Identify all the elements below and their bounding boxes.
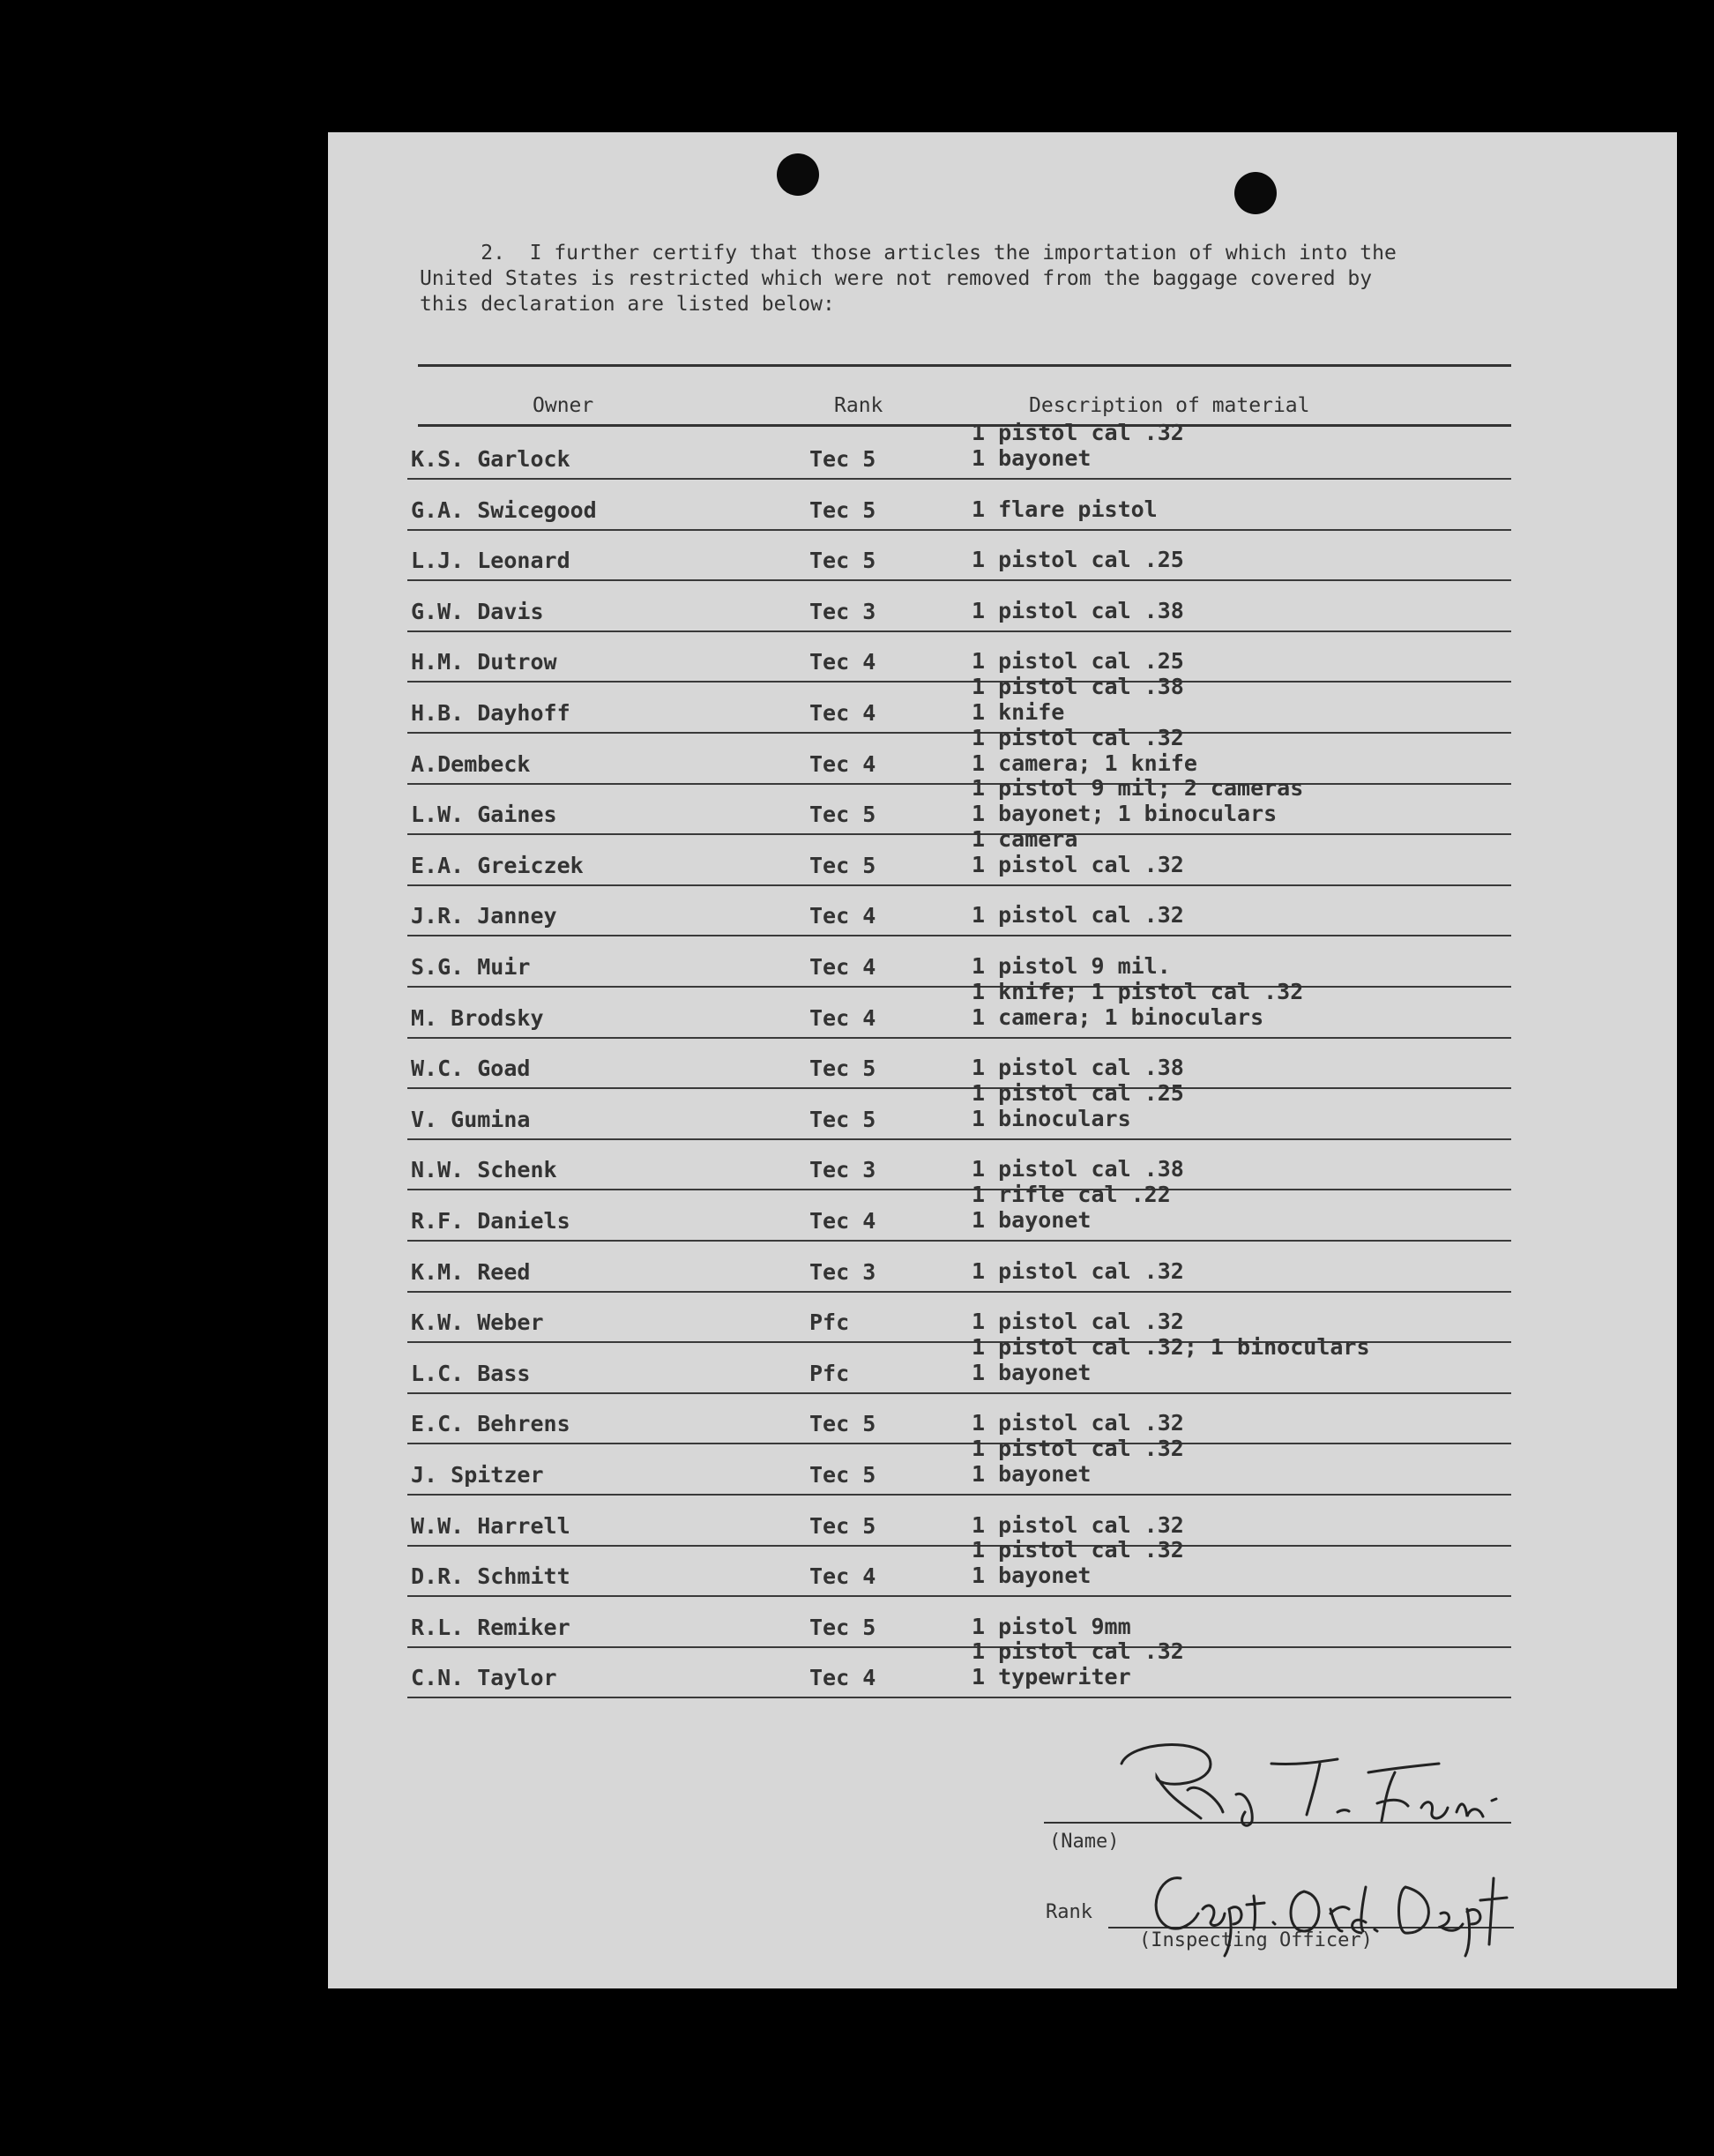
row-rule: [407, 1545, 1511, 1547]
owner-cell: J. Spitzer: [411, 1462, 544, 1488]
row-rule: [407, 884, 1511, 886]
rank-cell: Tec 5: [809, 1107, 876, 1132]
owner-cell: R.L. Remiker: [411, 1615, 570, 1640]
rank-cell: Tec 5: [809, 1462, 876, 1488]
rank-cell: Tec 5: [809, 1411, 876, 1436]
row-rule: [407, 732, 1511, 734]
description-line: 1 camera: [972, 826, 1078, 852]
owner-cell: N.W. Schenk: [411, 1157, 557, 1182]
row-rule: [407, 1697, 1511, 1698]
row-rule: [407, 986, 1511, 988]
rank-label: Rank: [1046, 1901, 1092, 1923]
description-line: 1 knife: [972, 699, 1065, 725]
description-cell: [972, 420, 1184, 471]
description-cell: [972, 953, 1171, 979]
rank-cell: Tec 4: [809, 700, 876, 726]
description-cell: [972, 1638, 1184, 1690]
rank-cell: Tec 4: [809, 903, 876, 929]
description-cell: [972, 496, 1158, 522]
description-line: 1 typewriter: [972, 1664, 1131, 1690]
description-cell: [972, 1410, 1184, 1436]
description-cell: [972, 1080, 1184, 1131]
description-line: 1 pistol cal .32: [972, 1512, 1184, 1538]
description-line: 1 pistol cal .38: [972, 1055, 1184, 1080]
rank-cell: Tec 4: [809, 649, 876, 675]
header-rule: [418, 424, 1511, 427]
owner-cell: E.A. Greiczek: [411, 853, 584, 878]
row-rule: [407, 1595, 1511, 1597]
description-line: 1 binoculars: [972, 1106, 1131, 1131]
owner-cell: S.G. Muir: [411, 954, 531, 980]
description-cell: [972, 547, 1184, 572]
name-label: (Name): [1049, 1831, 1120, 1853]
rank-cell: Tec 4: [809, 1563, 876, 1589]
description-cell: [972, 1309, 1184, 1334]
description-line: 1 pistol 9 mil.: [972, 953, 1171, 979]
description-cell: [972, 1156, 1184, 1182]
owner-cell: R.F. Daniels: [411, 1208, 570, 1234]
description-line: 1 pistol cal .32: [972, 1436, 1184, 1461]
description-cell: [972, 1055, 1184, 1080]
certification-paragraph: [420, 241, 1522, 317]
description-cell: [972, 1258, 1184, 1284]
owner-cell: E.C. Behrens: [411, 1411, 570, 1436]
rank-cell: Tec 5: [809, 1056, 876, 1081]
description-line: 1 pistol cal .38: [972, 674, 1184, 699]
row-rule: [407, 1037, 1511, 1039]
row-rule: [407, 1494, 1511, 1496]
rank-cell: Tec 3: [809, 1157, 876, 1182]
owner-cell: L.C. Bass: [411, 1361, 531, 1386]
rank-cell: Pfc: [809, 1309, 850, 1335]
owner-cell: G.A. Swicegood: [411, 497, 597, 523]
description-line: 1 pistol cal .32: [972, 1638, 1184, 1664]
description-line: 1 pistol 9mm: [972, 1614, 1131, 1639]
owner-cell: J.R. Janney: [411, 903, 557, 929]
rank-cell: Tec 5: [809, 802, 876, 827]
description-line: 1 pistol cal .32: [972, 1258, 1184, 1284]
table-top-rule: [418, 364, 1511, 367]
owner-cell: V. Gumina: [411, 1107, 531, 1132]
row-rule: [407, 1087, 1511, 1089]
rank-cell: Tec 3: [809, 599, 876, 624]
owner-cell: H.B. Dayhoff: [411, 700, 570, 726]
description-cell: [972, 725, 1197, 776]
description-line: 1 pistol cal .32: [972, 725, 1184, 750]
description-line: 1 pistol cal .32: [972, 1309, 1184, 1334]
description-line: 1 pistol cal .32: [972, 420, 1184, 445]
rank-cell: Tec 5: [809, 446, 876, 472]
owner-cell: C.N. Taylor: [411, 1665, 557, 1690]
description-line: 1 pistol cal .25: [972, 648, 1184, 674]
row-rule: [407, 1189, 1511, 1190]
rank-cell: Tec 5: [809, 1615, 876, 1640]
row-rule: [407, 1443, 1511, 1444]
owner-cell: K.M. Reed: [411, 1259, 531, 1285]
owner-cell: K.S. Garlock: [411, 446, 570, 472]
rank-cell: Tec 4: [809, 1665, 876, 1690]
owner-cell: L.W. Gaines: [411, 802, 557, 827]
description-cell: [972, 902, 1184, 928]
row-rule: [407, 783, 1511, 785]
description-line: 1 pistol cal .38: [972, 1156, 1184, 1182]
signature-rank: [1141, 1861, 1529, 1958]
description-line: 1 pistol cal .32: [972, 1537, 1184, 1563]
description-cell: [972, 979, 1303, 1030]
description-line: 1 camera; 1 binoculars: [972, 1004, 1264, 1030]
rank-cell: Tec 4: [809, 1208, 876, 1234]
description-line: 1 pistol cal .32: [972, 1410, 1184, 1436]
row-rule: [407, 529, 1511, 531]
description-cell: [972, 1182, 1171, 1233]
description-cell: [972, 775, 1303, 826]
description-line: 1 flare pistol: [972, 496, 1158, 522]
column-header-description: Description of material: [1029, 394, 1310, 417]
owner-cell: H.M. Dutrow: [411, 649, 557, 675]
description-line: 1 camera; 1 knife: [972, 750, 1197, 776]
rank-cell: Tec 5: [809, 497, 876, 523]
owner-cell: A.Dembeck: [411, 751, 531, 777]
description-line: 1 bayonet: [972, 1207, 1092, 1233]
owner-cell: W.W. Harrell: [411, 1513, 570, 1539]
column-header-owner: Owner: [533, 394, 594, 417]
row-rule: [407, 1138, 1511, 1140]
rank-cell: Tec 4: [809, 1005, 876, 1031]
rank-cell: Tec 3: [809, 1259, 876, 1285]
inspecting-officer-label: (Inspecting Officer): [1139, 1929, 1373, 1951]
description-cell: [972, 1436, 1184, 1487]
intro-line: this declaration are listed below:: [420, 293, 835, 316]
signature-name: [1104, 1737, 1518, 1834]
description-line: 1 bayonet: [972, 445, 1092, 471]
description-line: 1 rifle cal .22: [972, 1182, 1171, 1207]
row-rule: [407, 1291, 1511, 1293]
description-line: 1 pistol cal .25: [972, 547, 1184, 572]
punch-hole: [777, 153, 819, 196]
description-line: 1 bayonet; 1 binoculars: [972, 801, 1278, 826]
row-rule: [407, 1240, 1511, 1242]
description-cell: [972, 1334, 1370, 1385]
row-rule: [407, 579, 1511, 581]
description-cell: [972, 826, 1184, 877]
rank-cell: Pfc: [809, 1361, 850, 1386]
row-rule: [407, 1392, 1511, 1394]
punch-hole: [1234, 172, 1277, 214]
description-line: 1 pistol 9 mil; 2 cameras: [972, 775, 1304, 801]
description-cell: [972, 1614, 1131, 1639]
rank-cell: Tec 4: [809, 954, 876, 980]
description-cell: [972, 674, 1184, 725]
description-line: 1 bayonet: [972, 1461, 1092, 1487]
description-cell: [972, 1512, 1184, 1538]
owner-cell: D.R. Schmitt: [411, 1563, 570, 1589]
description-line: 1 bayonet: [972, 1563, 1092, 1588]
description-cell: [972, 648, 1184, 674]
rank-cell: Tec 5: [809, 548, 876, 573]
owner-cell: L.J. Leonard: [411, 548, 570, 573]
row-rule: [407, 935, 1511, 936]
owner-cell: K.W. Weber: [411, 1309, 544, 1335]
row-rule: [407, 681, 1511, 683]
owner-cell: G.W. Davis: [411, 599, 544, 624]
row-rule: [407, 833, 1511, 835]
rank-cell: Tec 4: [809, 751, 876, 777]
description-line: 1 bayonet: [972, 1360, 1092, 1385]
rank-cell: Tec 5: [809, 1513, 876, 1539]
rank-cell: Tec 5: [809, 853, 876, 878]
row-rule: [407, 630, 1511, 632]
description-cell: [972, 598, 1184, 623]
description-line: 1 pistol cal .32: [972, 902, 1184, 928]
description-line: 1 pistol cal .25: [972, 1080, 1184, 1106]
description-line: 1 pistol cal .32; 1 binoculars: [972, 1334, 1370, 1360]
owner-cell: W.C. Goad: [411, 1056, 531, 1081]
document-page: [328, 132, 1677, 1988]
row-rule: [407, 478, 1511, 480]
description-line: 1 knife; 1 pistol cal .32: [972, 979, 1304, 1004]
owner-cell: M. Brodsky: [411, 1005, 544, 1031]
description-line: 1 pistol cal .38: [972, 598, 1184, 623]
description-line: 1 pistol cal .32: [972, 852, 1184, 877]
description-cell: [972, 1537, 1184, 1588]
intro-line: 2. I further certify that those articles the importation of which into the: [420, 242, 1397, 265]
intro-line: United States is restricted which were not removed from the baggage covered by: [420, 267, 1373, 290]
column-header-rank: Rank: [834, 394, 883, 417]
row-rule: [407, 1646, 1511, 1648]
